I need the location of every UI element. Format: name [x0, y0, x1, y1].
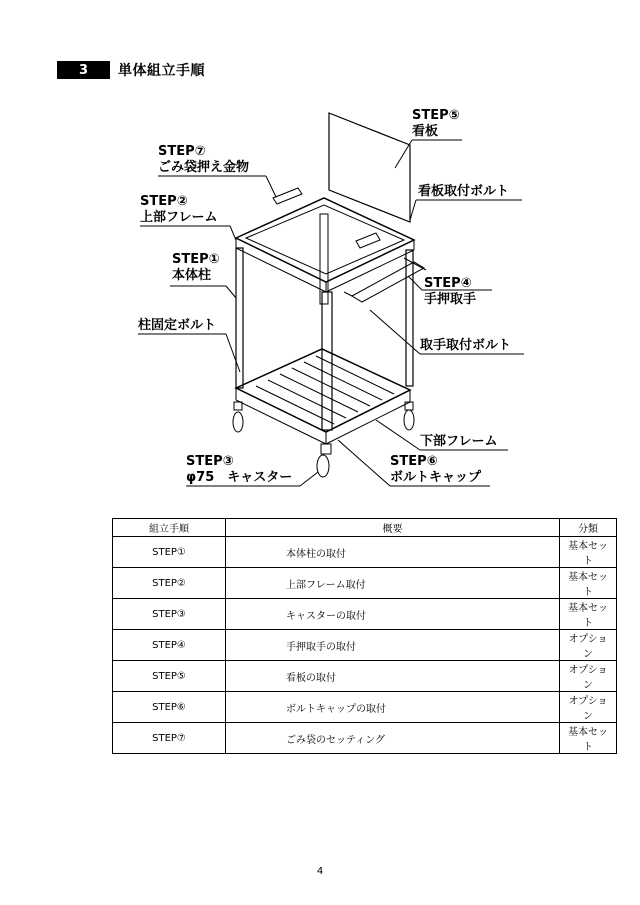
caster-left: [233, 402, 243, 432]
table-header-row: [113, 519, 617, 537]
table-row: [113, 692, 617, 723]
label-step4-sub: 手押取手: [424, 292, 477, 307]
cell-step: STEP①: [113, 537, 226, 568]
assembly-steps-table: [112, 518, 617, 754]
col-header-category: 分類: [560, 519, 617, 537]
table-row: [113, 630, 617, 661]
cell-step: STEP④: [113, 630, 226, 661]
table-row: [113, 599, 617, 630]
cell-category: 基本セット: [560, 537, 617, 568]
bag-holder: [273, 188, 302, 204]
label-step6: STEP⑥: [390, 454, 438, 469]
cell-summary: ボルトキャップの取付: [226, 692, 560, 723]
label-sign-bolt: 看板取付ボルト: [418, 184, 510, 199]
cell-summary: キャスターの取付: [226, 599, 560, 630]
label-step7: STEP⑦: [158, 144, 206, 159]
pillar-right: [406, 250, 413, 386]
label-step4: STEP④: [424, 276, 472, 291]
section-number: 3: [57, 61, 110, 79]
label-step2-sub: 上部フレーム: [140, 210, 218, 225]
caster-front: [317, 444, 331, 477]
label-step5: STEP⑤: [412, 108, 460, 123]
label-step3: STEP③: [186, 454, 234, 469]
label-pillar-bolt: 柱固定ボルト: [138, 318, 217, 333]
label-step1-sub: 本体柱: [172, 268, 212, 283]
cell-summary: 本体柱の取付: [226, 537, 560, 568]
table-row: [113, 537, 617, 568]
label-step1: STEP①: [172, 252, 220, 267]
col-header-step: 組立手順: [113, 519, 226, 537]
cell-step: STEP⑤: [113, 661, 226, 692]
cell-summary: 手押取手の取付: [226, 630, 560, 661]
cell-summary: ごみ袋のセッティング: [226, 723, 560, 754]
label-step2: STEP②: [140, 194, 188, 209]
caster-right: [404, 402, 414, 430]
cell-summary: 看板の取付: [226, 661, 560, 692]
col-header-summary: 概要: [226, 519, 560, 537]
cell-category: 基本セット: [560, 568, 617, 599]
cell-step: STEP⑥: [113, 692, 226, 723]
label-step3-sub: φ75 キャスター: [186, 470, 293, 485]
label-step6-sub: ボルトキャップ: [390, 470, 482, 485]
page-number: 4: [316, 866, 324, 877]
table-row: [113, 661, 617, 692]
label-lower-frame: 下部フレーム: [420, 434, 498, 449]
cell-category: オプション: [560, 692, 617, 723]
section-title: 単体組立手順: [118, 63, 205, 79]
table-row: [113, 568, 617, 599]
label-step5-sub: 看板: [412, 124, 439, 139]
cell-summary: 上部フレーム取付: [226, 568, 560, 599]
label-handle-bolt: 取手取付ボルト: [420, 338, 512, 353]
lower-frame: [236, 349, 410, 432]
cell-category: オプション: [560, 661, 617, 692]
cell-category: 基本セット: [560, 599, 617, 630]
cell-step: STEP③: [113, 599, 226, 630]
cell-category: 基本セット: [560, 723, 617, 754]
cell-step: STEP⑦: [113, 723, 226, 754]
cell-step: STEP②: [113, 568, 226, 599]
label-step7-sub: ごみ袋押え金物: [158, 160, 250, 175]
cell-category: オプション: [560, 630, 617, 661]
table-row: [113, 723, 617, 754]
pillar-left: [236, 248, 243, 388]
